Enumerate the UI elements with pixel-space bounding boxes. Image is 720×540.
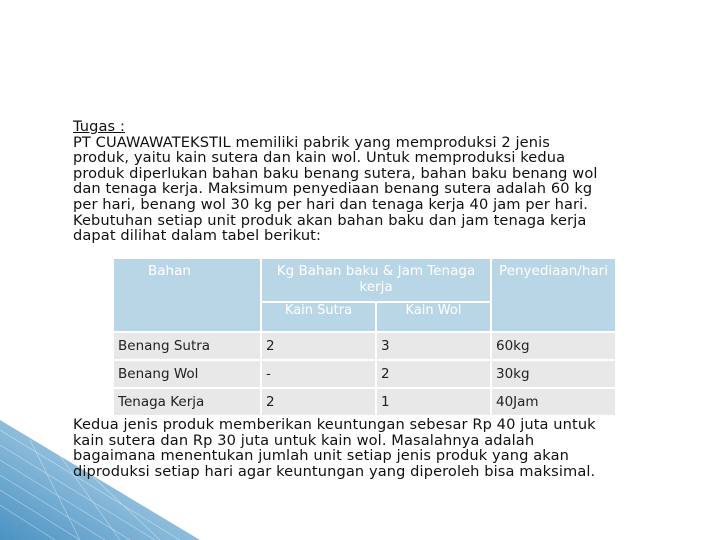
outro-line: Kedua jenis produk memberikan keuntungan sebesar Rp 40 juta untuk <box>73 416 596 433</box>
cell-bahan: Benang Sutra <box>114 333 260 359</box>
intro-text <box>73 119 673 244</box>
outro-text <box>73 417 683 479</box>
intro-line: produk diperlukan bahan baku benang sutera, bahan baku benang wol <box>73 164 598 182</box>
material-table <box>112 257 617 417</box>
cell-sutra: - <box>262 361 375 387</box>
header-penyediaan <box>492 259 615 331</box>
table-row <box>114 361 615 387</box>
outro-line: bagaimana menentukan jumlah unit setiap jenis produk yang akan <box>73 447 569 465</box>
task-heading: Tugas : <box>73 118 126 135</box>
cell-penyediaan: 30kg <box>492 361 615 387</box>
cell-sutra: 2 <box>262 333 375 359</box>
cell-bahan: Benang Wol <box>114 361 260 387</box>
header-penyediaan-label: Penyediaan/hari <box>499 263 608 279</box>
intro-line: per hari, benang wol 30 kg per hari dan tenaga kerja 40 jam per hari. <box>73 195 588 213</box>
intro-line: produk, yaitu kain sutera dan kain wol. Untuk memproduksi kedua <box>73 149 566 167</box>
intro-line: dapat dilihat dalam tabel berikut: <box>73 227 322 245</box>
subheader-kain-wol-label: Kain Wol <box>405 303 462 318</box>
cell-penyediaan: 60kg <box>492 333 615 359</box>
table-row <box>114 389 615 415</box>
table-row <box>114 333 615 359</box>
header-bahan <box>114 259 260 331</box>
subheader-kain-wol <box>377 303 490 331</box>
intro-line: PT CUAWAWATEKSTIL memiliki pabrik yang memproduksi 2 jenis <box>73 133 550 151</box>
cell-sutra: 2 <box>262 389 375 415</box>
cell-penyediaan: 40Jam <box>492 389 615 415</box>
cell-wol: 3 <box>377 333 490 359</box>
outro-line: diproduksi setiap hari agar keuntungan yang diperoleh bisa maksimal. <box>73 462 596 480</box>
header-kg <box>262 259 490 301</box>
cell-wol: 2 <box>377 361 490 387</box>
header-bahan-label: Bahan <box>148 263 191 279</box>
subheader-kain-sutra-label: Kain Sutra <box>284 303 353 318</box>
header-kg-line2: kerja <box>359 279 393 295</box>
intro-line: Kebutuhan setiap unit produk akan bahan baku dan jam tenaga kerja <box>73 211 587 229</box>
cell-bahan: Tenaga Kerja <box>114 389 260 415</box>
header-kg-line1: Kg Bahan baku & Jam Tenaga <box>276 263 476 279</box>
cell-wol: 1 <box>377 389 490 415</box>
subheader-kain-sutra <box>262 303 375 331</box>
intro-line: dan tenaga kerja. Maksimum penyediaan benang sutera adalah 60 kg <box>73 180 593 198</box>
outro-line: kain sutera dan Rp 30 juta untuk kain wol. Masalahnya adalah <box>73 431 535 449</box>
